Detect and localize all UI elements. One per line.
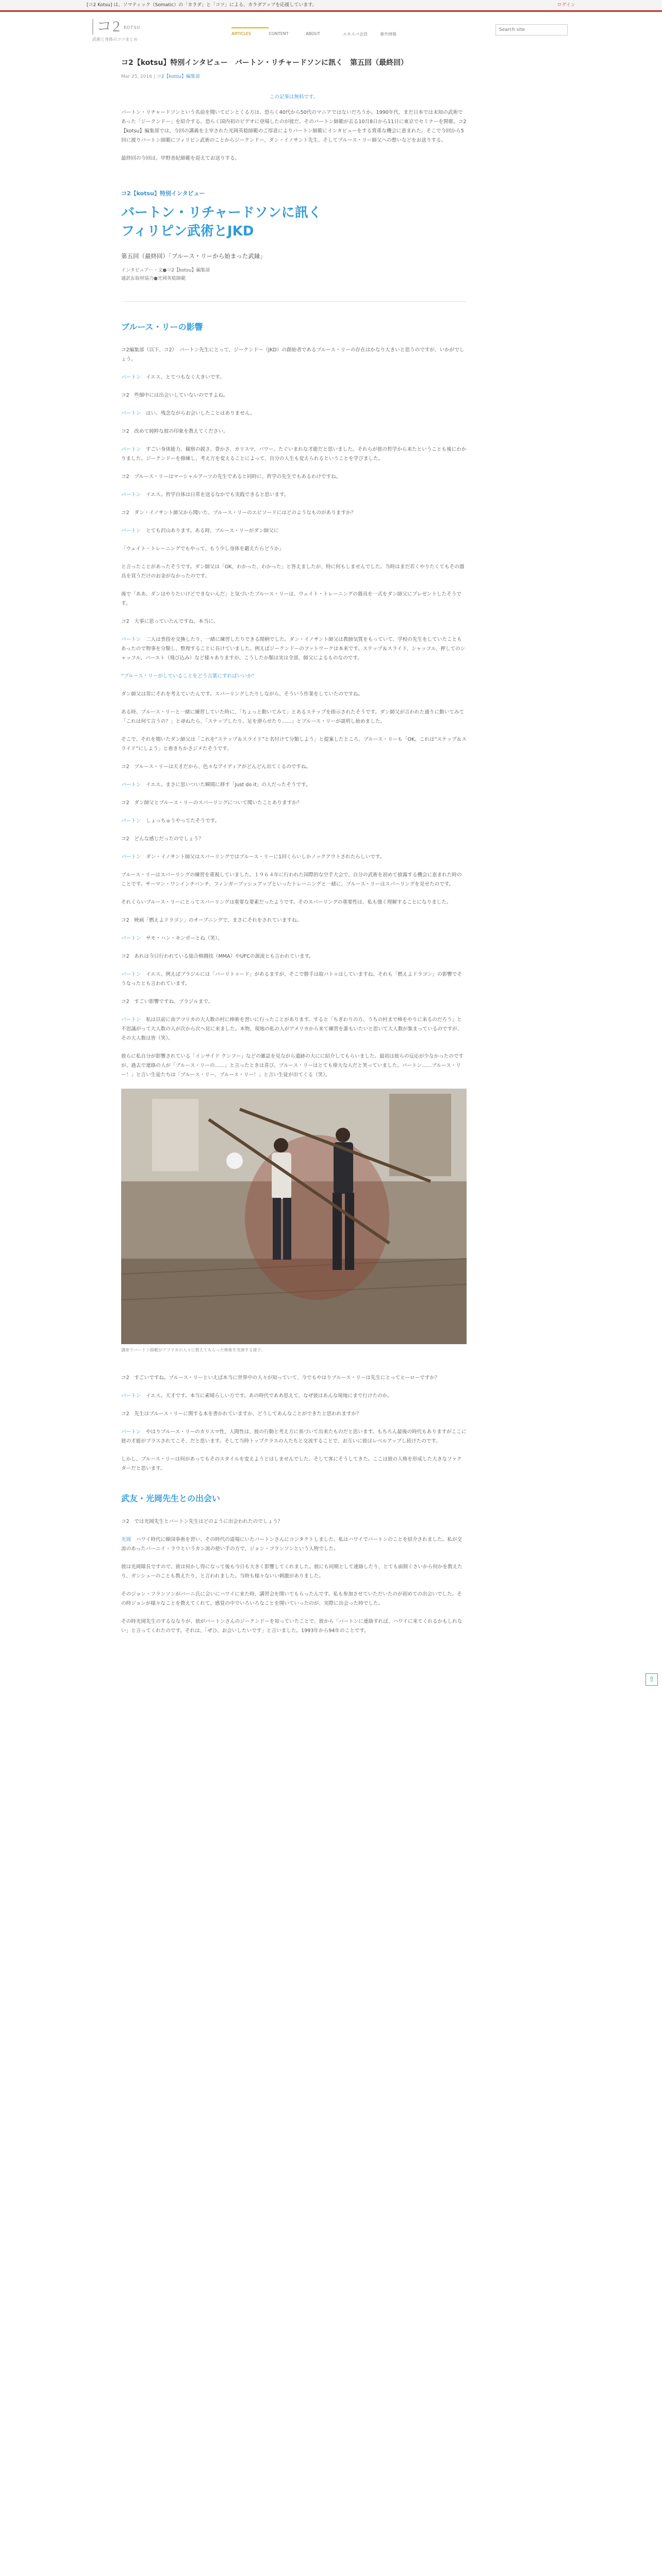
paragraph-text: ダン師父は常にそれを考えていたんです。スパーリングしたりしながら、そういう作業をしていたのですね。 [121,691,363,697]
body-paragraph [121,672,467,681]
speaker-name: バートン [121,936,141,941]
site-logo[interactable] [92,19,140,35]
body-paragraph [121,1015,467,1043]
post-date: Mar 25, 2016 [121,74,152,79]
post-title: コ2【kotsu】特別インタビュー バートン・リチャードソンに訊く 第五回（最終回） [121,59,408,67]
paragraph-text: コ2 ダン・イノサント師父から聞いた、ブルース・リーのエピソードにはどのようなものがありますか？ [121,510,356,516]
paragraph-text: その時光岡先生のするななりが、彼がバートンさんのジークンドーを知っていたことで、彼から「バートンに連絡すれば、ハワイに来てくれるかもしれない」と言ってくれたのです。それは、「ぜひ、お会いしたいです」と言いました。1993年から94年のことです。 [121,1619,462,1634]
speaker-name: バートン [121,818,141,824]
paragraph-text: 私は以前に南アフリカの大人数の村に棒術を習いに行ったことがあります。すると「ちぎわりの方、うちの村まで棒をやりに来るのだろう」と不思議がって大人数の人が次から次へ見に来ました。本物、現地の私の人がアメリカから来て練習を誰もいたいと思いて大人数が集まっているのですが、その大人数は皆（笑）。 [121,1017,462,1041]
section-heading: ブルース・リーの影響 [121,322,203,332]
paragraph-text: とても沢山あります。ある時、ブルース・リーがダン師父に [145,528,279,534]
body-paragraph [121,835,467,844]
paragraph-text: コ2 すごい影響ですね、ブラジルまで。 [121,999,213,1005]
headline [121,204,467,241]
nav-item-extra[interactable]: 番外情報 [380,32,396,37]
paragraph-text: コ2 あれは今日行われている総合格闘技（MMA）やUFCの源流とも言われています。 [121,954,314,959]
nav-item-about[interactable]: ABOUT [306,31,320,36]
post-meta: Mar 25, 2016 | コ2【kotsu】編集部 [121,74,200,79]
body-paragraph [121,617,467,626]
paragraph-text: コ2 ダン師父とブルース・リーのスパーリングについて聞いたことありますか？ [121,800,302,806]
speaker-name: バートン [121,1017,141,1023]
paragraph-text: 「ウェイト・トレーニングでもやって、もう少し身体を鍛えたらどうか」 [121,546,284,552]
special-label: コ2【kotsu】特別インタビュー [121,190,205,197]
body-paragraph [121,952,467,961]
paragraph-text: ある時、ブルース・リーと一緒に練習していた時に、「ちょっと動いてみて」とあるステップを指示されたそうです。ダン師父が言われた通りに動いてみて「これは何て言うの？」と尋ねたら、「ステップしたり、足を滑らせたり……」とブルース・リーが説明し始めました。 [121,709,465,724]
body-paragraph [121,1410,467,1419]
article-photo [121,1089,467,1344]
paragraph-text: イエス。天才です。本当に素晴らしい方です。あの時代でああ思えて、なぜ彼はあんな境地にまで行けたのか。 [145,1393,392,1399]
paragraph-text: そのジョン・フランソンがバーニ氏に会いにハワイに来た時、講習会を開いてもらったんです。私も参加させていただいたのが初めての出会いでした。その時ジョンが様々なことを教えてくれて、感覚の中でいろいろなことを開いていったのが、実際に出会った時でした。 [121,1591,462,1606]
body-paragraph [121,1535,467,1554]
logo-tagline: 武術と身体のコツまとめ [92,37,138,42]
paragraph-text: “ブルース・リーがしていることをどう言葉にすればいいか” [121,673,255,679]
paragraph-text: イエス、とてつもなく大きいです。 [145,375,225,380]
divider [121,301,467,302]
paragraph-text: 後で「ああ、ダンはやりたいけどできないんだ」と気づいたブルース・リーは、ウェイト・トレーニングの器具を一式をダン師父にプレゼントしたそうです。 [121,591,461,606]
body-paragraph [121,1392,467,1401]
speaker-name: バートン [121,411,141,416]
body-paragraph [121,1590,467,1608]
body-paragraph [121,472,467,482]
paragraph-text: ブルース・リーはスパーリングの練習を重視していました。１９６４年に行われた国際的な空手大会で、自分の武術を初めて披露する機会に恵まれた時のことです。サーマン・ワンインチパンチ、フィンガーブッシュアップといったトレーニングと一緒に、ブルース・リーはスパーリングを見せたのです。 [121,872,462,887]
paragraph-text: しょっちゅうやってたそうです。 [145,818,220,824]
speaker-name: バートン [121,447,141,452]
speaker-name: バートン [121,637,141,642]
paragraph-text: ハワイ時代に韓国拳術を習い、その時代の道場にいたバートンさんにコンタクトしました。私はハワイでバートンのことを紹介されました。私が交流のあったバーニイ・ラウというカン流の使い手の方で、ジョン・フランソンという人物でした。 [121,1537,462,1552]
body-paragraph [121,735,467,754]
speaker-name: バートン [121,1393,141,1399]
paragraph-text: イエス。例えばブラジルには「バーリトゥード」があるますが、そこで勝手は取バトゥはしていますね。それも「燃えよドラゴン」の影響でそうなったとも言われています。 [121,972,462,987]
paragraph-text: コ2 どんな感じだったのでしょう？ [121,836,204,842]
part-title: 第五回（最終回）「ブルース・リーから始まった武縁」 [121,252,266,260]
paragraph-text: すごい身体能力、観察の鋭さ、豊かさ、カリスマ、パワー、たぐいまれな才能だと思いました。それらが彼の哲学から来たということも後にわかりました。ジークンドーを修練し、考え方を変えることによって、自分の人生も変えられるということを学びました。 [121,447,467,462]
body-paragraph [121,509,467,518]
body-paragraph [121,1374,467,1383]
paragraph-text: コ2 些細中には出会いしていないのですよね。 [121,393,228,398]
body-paragraph [121,762,467,772]
nav-item-content[interactable]: CONTENT [269,31,289,36]
body-paragraph [121,1052,467,1080]
body-paragraph [121,590,467,608]
speaker-name: バートン [121,375,141,380]
body-paragraph [121,1517,467,1527]
body-paragraph [121,898,467,907]
body-paragraph [121,445,467,464]
speaker-name: バートン [121,782,141,788]
global-nav [231,27,417,37]
top-notice-bar [0,0,662,10]
intro-paragraph: バートン・リチャードソンという名前を聞いてピンとくる方は、恐らく40代から50代のマニアではないだろうか。1990年代、まだ日本では未知の武術であった「ジークンドー」を紹介する、恐らく国内初のビデオに登場したのが彼だ。そのバートン師範が去る10月8日から11日に東京でセミナーを開催。コ2【kotsu】編集部では、今回の講義を主宰された光岡英稔師範のご厚意によりバートン師範にインタビューをする貴重な機会に恵まれた。そこで今回から5回に渡りバートン師範にフィリピン武術のことからジークンドー、ダン・イノサント先生、そしてブルース・リー師父への想いなどをお送りする。 [121,110,467,143]
paragraph-text: コ2編集部（以下、コ2） バートン先生にとって、ジークンドー（JKD）の創始者であるブルース・リーの存在はかなり大きいと思うのですが、いかがでしょう。 [121,347,465,362]
body-paragraph [121,690,467,699]
section-body [121,346,467,1080]
scroll-top-button[interactable]: ⇧ [646,1673,658,1686]
free-article-notice: この記事は無料です。 [269,94,319,100]
section-body [121,1517,467,1636]
body-paragraph [121,1563,467,1581]
body-paragraph [121,545,467,554]
headline-line-2: フィリピン武術とJKD [121,224,254,239]
intro-paragraph: 最終回の今回は、甲野善紀師範を迎えてお送りする。 [121,156,240,161]
intro [121,108,467,163]
credits [121,266,467,283]
search-input[interactable] [495,24,568,36]
speaker-name: バートン [121,854,141,860]
paragraph-text: コ2 では光岡先生とバートン先生はどのように出会われたのでしょう？ [121,1519,283,1524]
post-category-link[interactable]: コ2【kotsu】編集部 [156,74,200,79]
body-paragraph [121,916,467,925]
body-paragraph [121,635,467,663]
paragraph-text: コ2 すごいですね。ブルース・リーといえば本当に世界中の人々が知っていて、今でもやはりブルース・リーは先生にとってヒーローですか？ [121,1375,440,1381]
speaker-name: バートン [121,972,141,977]
paragraph-text: そこで、それを聞いたダン師父は「これを“ステップ＆スライド”と名付けて分類しよう」と提案したところ、ブルース・リーも「OK。これは“ステップ＆スライド”にしよう」と着きちかさジメたそうです。 [121,737,467,752]
photo-illustration [121,1089,467,1344]
paragraph-text: それくらいブルース・リーにとってスパーリングは重要な要素だったようです。そのスパーリングの重要性は、私も強く理解することになりました。 [121,900,452,905]
credit-line: 通訳＆取材協力●光岡英稔師範 [121,276,186,281]
body-paragraph [121,346,467,364]
body-paragraph [121,853,467,862]
body-paragraph [121,490,467,500]
body-paragraph [121,409,467,418]
body-paragraph [121,708,467,726]
body-paragraph [121,997,467,1007]
paragraph-text: イエス。まさに思いついた瞬間に移す「Just do it」の人だったそうです。 [145,782,311,788]
body-paragraph [121,934,467,943]
section-heading: 武友・光岡先生との出会い [121,1494,221,1503]
login-link[interactable]: ログイン [557,3,575,8]
body-paragraph [121,373,467,382]
speaker-name: バートン [121,528,141,534]
body-paragraph [121,427,467,436]
paragraph-text: 彼らに私自分が影響されている「インサイド クンフー」などの雑誌を見ながら遺跡の大にに紹介してもらいました。最初は彼らの反応が少なかったのですが、過去で連絡の人が「ブルース・リーの……」と言ったときは喜び、ブルース・リーはとても偉大な人だと笑っていました。バートン……ブルース・リー！」と言い生徒たちは「ブルース・リー、ブルース・リー！」と言い生徒が出てくる（笑）。 [121,1054,464,1078]
logo-sub: KOTSU [124,25,140,30]
paragraph-text: コ2 ブルース・リーはマーシャルアーツの先生であると同時に、哲学の先生でもあるわけですね。 [121,474,341,480]
speaker-name: 光岡 [121,1537,131,1543]
site-header [86,12,576,48]
paragraph-text: ダン・イノサント師父はスパーリングではブルース・リーに1回くらいしかノックアウトされたらしいです。 [145,854,385,860]
body-paragraph [121,391,467,400]
paragraph-text: 二人は普段を交換したり、一緒に練習したりできる間柄でした。ダン・イノサント師父は教師気質をもっていて、学校の先生をしていたこともあったので物事を分類し、整理することに長けていました。例えばジークンドーのフットワークは本来です。ステップ＆スライド、シャッフル、押してのシャッフル、バースト（飛び込み）など様々ありますが、こうしたか類は実は全部、師父によるものなのです。 [121,637,466,661]
body-paragraph [121,817,467,826]
paragraph-text: サモ・ハン・キンポーとね（笑）。 [145,936,223,941]
headline-line-1: バートン・リチャードソンに訊く [121,205,322,221]
photo-caption: 講座でバートン師範がアフリカの人々に教えてもらった棒術を実演する様子。 [121,1348,266,1352]
nav-item-articles[interactable]: ARTICLES [231,27,269,37]
body-paragraph [121,1428,467,1446]
paragraph-text: コ2 ブルース・リーは天才だから、色々なアイディアがどんどん出てくるのですね。 [121,764,311,770]
speaker-name: バートン [121,1429,141,1435]
body-paragraph [121,970,467,989]
body-paragraph [121,527,467,536]
paragraph-text: しかし、ブルース・リーは何があってもそのスタイルを変えようとはしませんでした。そして客にそうしてきた。ここは彼の人格を形成した大きなファクターだと思います。 [121,1456,462,1471]
body-paragraph [121,1455,467,1473]
paragraph-text: コ2 先生はブルース・リーに関する本を書かれていますか、どうしてあんなことができたと思われますか？ [121,1411,361,1417]
paragraph-text: コ2 改めて純粋な彼の印象を教えてください。 [121,429,228,434]
paragraph-text: やはりブルース・リーのカリスマ性、人間性は、彼の行動と考え方に基づいて出来たものだと思います。もちろん最後の時代もありますがここに彼の才能がプラスされてこそ、だと思います。そして当時トップクラスの人たちと交流することで、お互いに彼はレベルアップし続けたのです。 [121,1429,467,1444]
nav-item-members[interactable]: エキスパ会員 [343,32,368,37]
article [121,57,467,1636]
paragraph-text: コ2 大事に思っていたんですね、本当に。 [121,619,219,624]
credit-line: インタビュアー・文●コ2【kotsu】編集部 [121,268,210,273]
paragraph-text: と言ったことがあったそうです。ダン師父は「OK、わかった、わかった」と答えましたが、特に何もしませんでした。当時はまだ若くやりたくてもその器具を買うだけのお金がなかったのです。 [121,564,465,579]
logo-mark: コ2 [92,19,121,35]
paragraph-text: コ2 映画「燃えよドラゴン」のオープニングで、まさにそれをされていますね。 [121,918,302,923]
paragraph-text: はい。残念ながらお会いしたことはありません。 [145,411,255,416]
body-paragraph [121,1617,467,1636]
body-paragraph [121,563,467,581]
body-paragraph [121,799,467,808]
notice-text: [コ2 Kotsu] は、ソマティック（Somatic）の「カラダ」と「コツ」による、カラダアップを応援しています。 [87,3,317,8]
paragraph-text: イエス。哲学自体は日常を送るなかでも実践できると思います。 [145,492,289,498]
speaker-name: バートン [121,492,141,498]
body-paragraph [121,781,467,790]
paragraph-text: 彼は光岡隊長ですので、彼は何かし得になって後も今日も大きく影響してくれました。彼にも同期として連絡したり、とても面倒くさいから何かを教えたり、ガンシューのことも教えたり、と言われました。当時も様々ないい刺激がありました。 [121,1564,462,1579]
body-paragraph [121,871,467,889]
section-body [121,1374,467,1473]
